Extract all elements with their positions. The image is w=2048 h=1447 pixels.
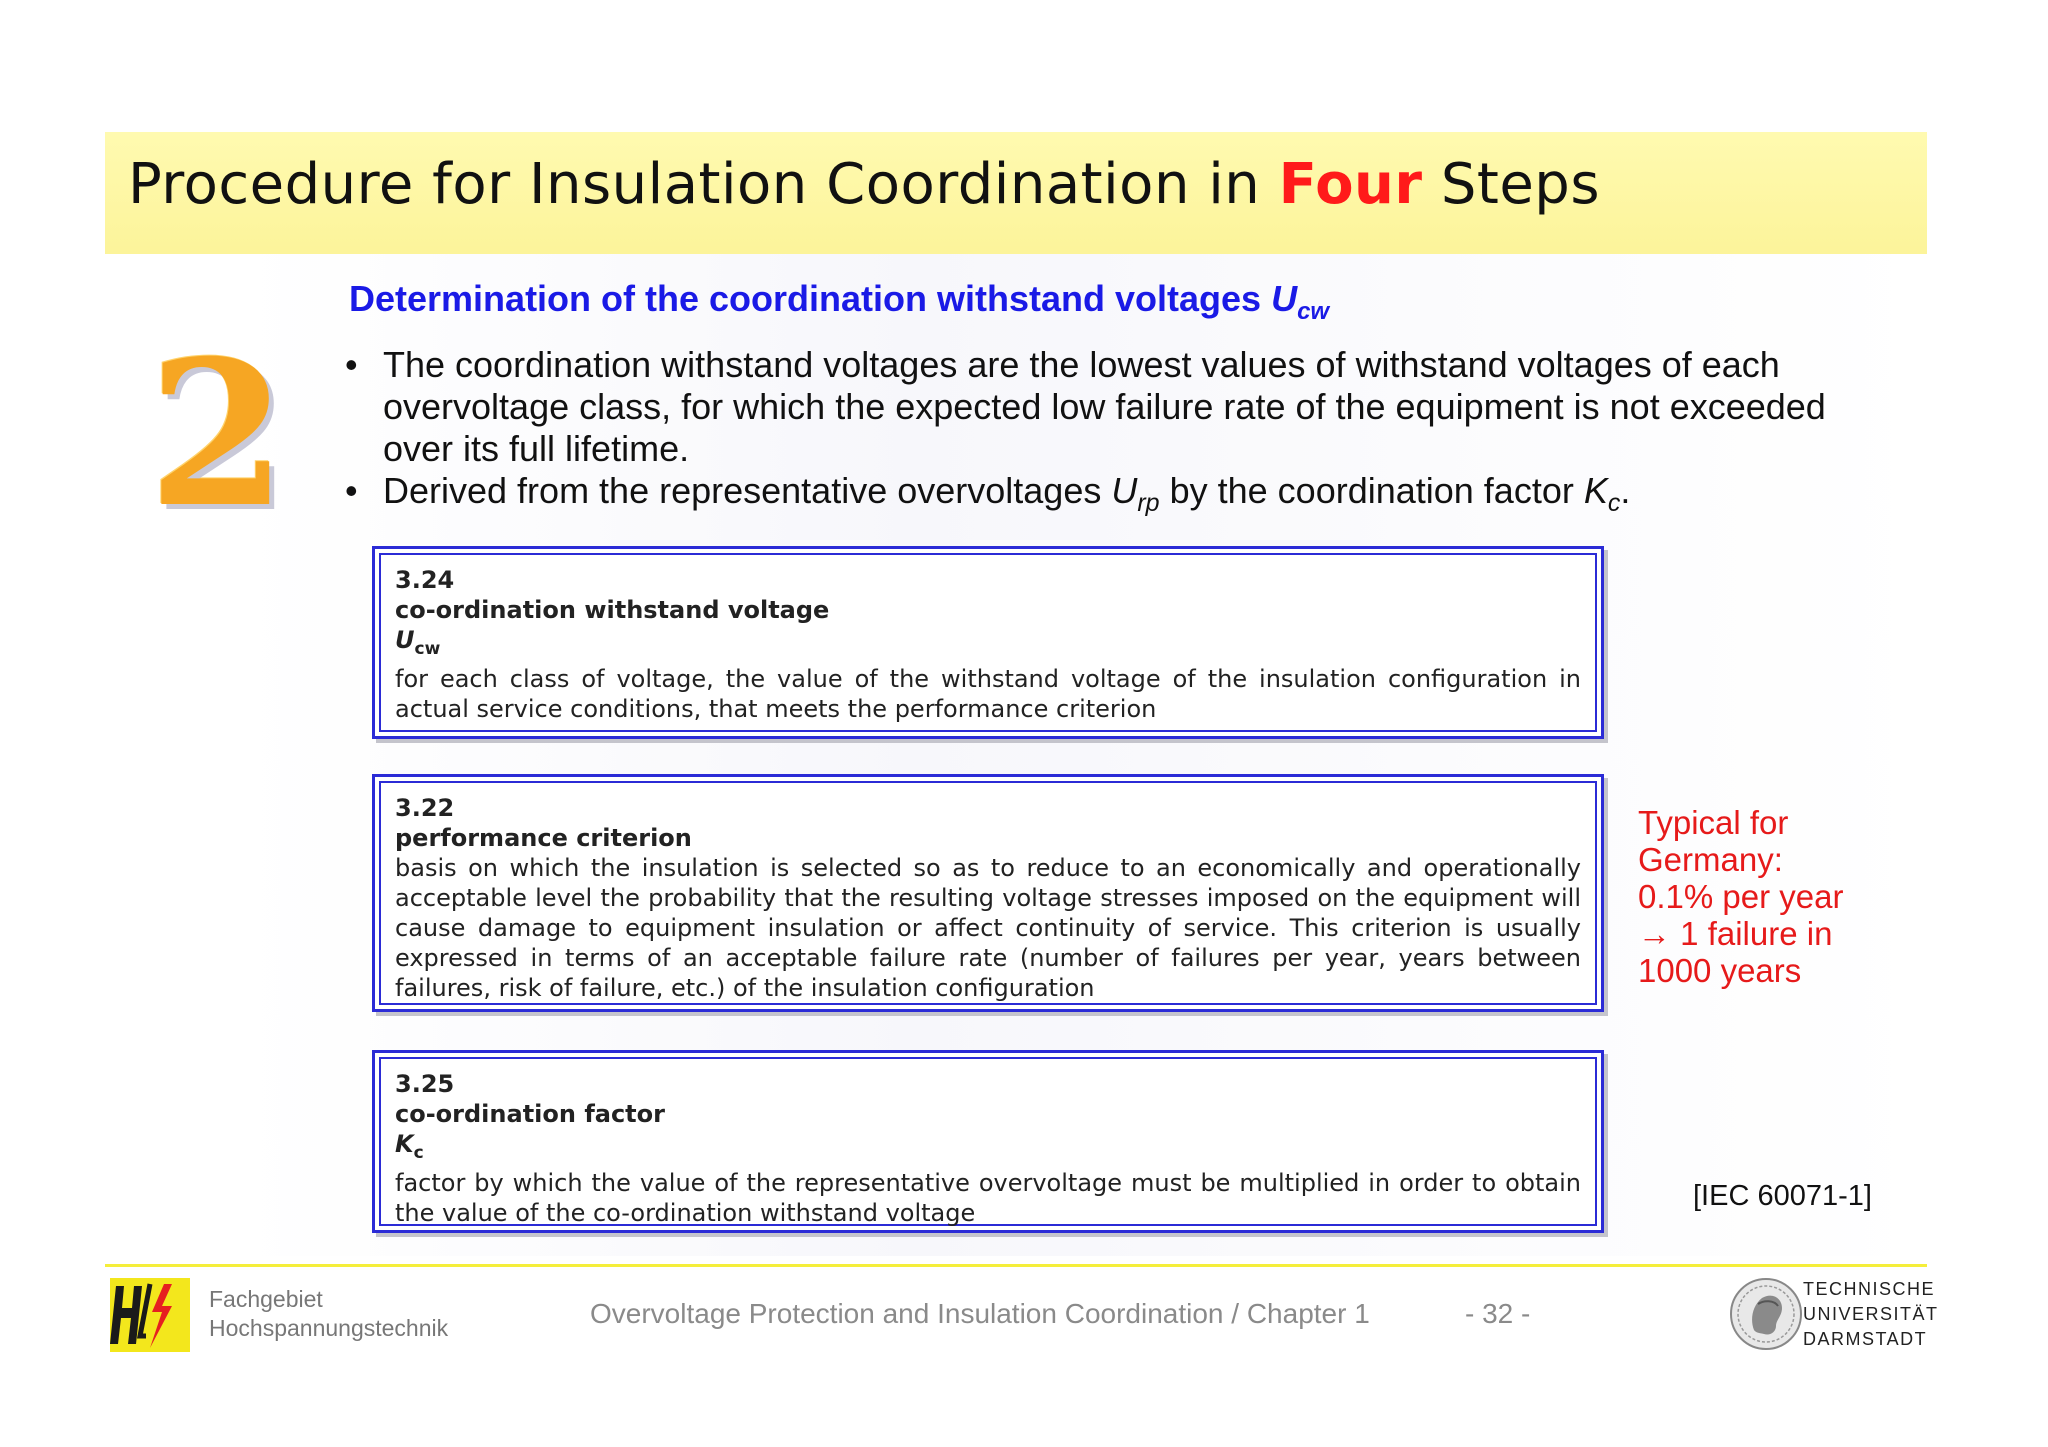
definition-term: co-ordination withstand voltage [395, 596, 830, 624]
bullet-symbol-letter: K [1583, 470, 1608, 511]
definition-symbol-letter: K [395, 1130, 414, 1158]
definition-number: 3.22 [395, 794, 455, 822]
definition-symbol [395, 625, 1581, 664]
definition-symbol-sub: cw [414, 638, 441, 659]
bullet-text: The coordination withstand voltages are the lowest values of withstand voltages of each overvoltage class, for which the expected low failure rate of the equipment is not exceeded over its full lifetime. [383, 344, 1826, 469]
definition-content [379, 553, 1597, 732]
footer-course-title: Overvoltage Protection and Insulation Coordination / Chapter 1 [590, 1298, 1370, 1329]
definition-symbol-letter: U [395, 626, 415, 654]
definition-number: 3.24 [395, 566, 455, 594]
university-name-line: UNIVERSITÄT [1803, 1304, 1939, 1324]
slide-title [128, 152, 1600, 217]
tu-darmstadt-logo [1728, 1276, 1804, 1352]
section-subtitle [349, 278, 1329, 326]
definition-text: for each class of voltage, the value of the withstand voltage of the insulation configuration in actual service conditions, that meets the performance criterion [395, 664, 1581, 723]
title-accent: Four [1278, 152, 1423, 217]
definition-term: co-ordination factor [395, 1100, 665, 1128]
hochspannung-logo [110, 1278, 190, 1352]
footer-dept-line: Hochspannungstechnik [209, 1315, 449, 1341]
footer-department [209, 1285, 448, 1343]
university-name-line: DARMSTADT [1803, 1329, 1928, 1349]
definition-text: factor by which the value of the representative overvoltage must be multiplied in order to obtain the value of the co-ordination withstand voltage [395, 1168, 1581, 1227]
note-line: Typical for [1638, 804, 1789, 841]
title-text-before: Procedure for Insulation Coordination in [128, 152, 1279, 217]
source-reference: [IEC 60071-1] [1693, 1180, 1872, 1212]
university-name [1803, 1277, 1939, 1352]
bullet-list [345, 344, 1875, 524]
bullet-item [345, 470, 1875, 524]
note-line: 1000 years [1638, 952, 1802, 989]
footer-dept-line: Fachgebiet [209, 1286, 323, 1312]
definition-box-3-25 [372, 1050, 1604, 1233]
bullet-symbol-letter: U [1111, 470, 1138, 511]
title-text-after: Steps [1422, 152, 1601, 217]
bullet-text: by the coordination factor [1159, 470, 1584, 511]
university-name-line: TECHNISCHE [1803, 1279, 1936, 1299]
note-line: → 1 failure in [1638, 915, 1833, 952]
germany-note [1638, 804, 1843, 989]
bullet-symbol-sub: c [1607, 489, 1621, 518]
bullet-symbol [1111, 470, 1160, 518]
subtitle-symbol: U [1271, 278, 1298, 319]
bullet-symbol-sub: rp [1137, 489, 1160, 518]
footer-divider [105, 1264, 1927, 1267]
bullet-text: . [1620, 470, 1631, 511]
definition-content [379, 1057, 1597, 1226]
note-line: Germany: [1638, 841, 1783, 878]
subtitle-symbol-sub: cw [1297, 298, 1330, 326]
bullet-text: Derived from the representative overvoltages [383, 470, 1112, 511]
definition-symbol [395, 1129, 1581, 1168]
page-number: - 32 - [1465, 1298, 1531, 1329]
definition-symbol-sub: c [413, 1142, 424, 1163]
definition-box-3-24 [372, 546, 1604, 739]
definition-number: 3.25 [395, 1070, 455, 1098]
definition-box-3-22 [372, 774, 1604, 1012]
subtitle-text: Determination of the coordination withstand voltages [349, 278, 1272, 319]
bullet-item [345, 344, 1875, 470]
step-number: 2 [148, 317, 288, 552]
note-line: 0.1% per year [1638, 878, 1844, 915]
definition-content [379, 781, 1597, 1005]
bullet-symbol [1583, 470, 1621, 518]
definition-text: basis on which the insulation is selected so as to reduce to an economically and operationally acceptable level the probability that the resulting voltage stresses imposed on the equipment will cause damage to equipment insulation or affect continuity of service. This criterion is usually expressed in terms of an acceptable failure rate (number of failures per year, years between failures, risk of failure, etc.) of the insulation configuration [395, 854, 1581, 1002]
definition-term: performance criterion [395, 824, 692, 852]
